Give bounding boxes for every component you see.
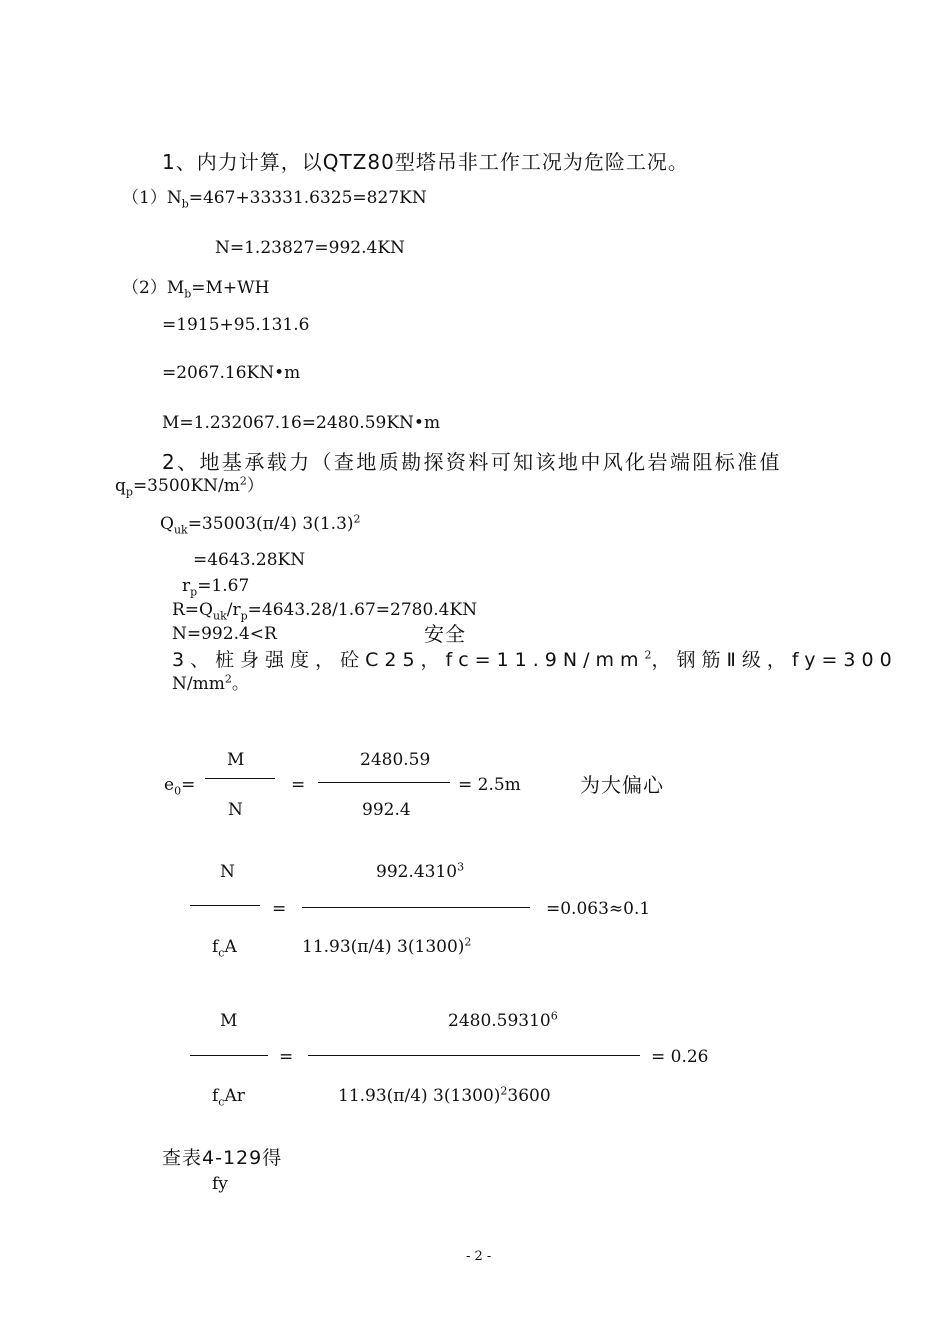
page-number: - 2 -	[466, 1249, 492, 1264]
rp-value: =1.67	[197, 576, 250, 596]
mb-value: =M+WH	[191, 278, 270, 298]
table-reference: 查表4-129得	[162, 1147, 283, 1169]
eq1-denominator-1: N	[228, 800, 243, 820]
eq1-numerator-2: 2480.59	[360, 750, 431, 770]
eq3-equals: =	[279, 1047, 294, 1067]
r-part-1: R=Q	[172, 600, 213, 620]
s3-line2-text: N/mm	[172, 674, 225, 694]
eq2-den2-sup: 2	[464, 935, 472, 949]
s3-line2-end: 。	[231, 674, 250, 694]
section-3-line-2	[172, 672, 250, 694]
n-formula: N=1.23827=992.4KN	[215, 238, 405, 258]
eq1-fraction-bar-2	[318, 782, 450, 783]
qp-label: q	[115, 476, 126, 496]
eq2-den1-main: f	[212, 937, 219, 957]
s3-heading-text: 3、桩身强度，砼C25，fc=11.9N/mm	[172, 649, 645, 671]
eq1-lhs-main: e	[164, 775, 175, 795]
s3-sup-2: 2	[224, 672, 232, 686]
eq1-lhs	[164, 775, 196, 798]
quk-label: Q	[160, 514, 174, 534]
eq3-numerator-1: M	[220, 1011, 238, 1031]
eq3-denominator-1	[212, 1086, 245, 1109]
qp-sub: p	[125, 485, 133, 499]
eq3-result: = 0.26	[651, 1047, 709, 1067]
s3-sup-1: 2	[644, 648, 652, 662]
eq2-numerator-2	[376, 860, 465, 882]
eq2-den1-tail: A	[224, 937, 237, 957]
qp-line	[115, 474, 265, 499]
eq1-fraction-bar-1	[205, 778, 275, 779]
m-formula: M=1.232067.16=2480.59KN•m	[162, 413, 441, 433]
eq3-num2-sup: 6	[550, 1009, 558, 1023]
eq3-den1-sub: c	[218, 1095, 225, 1109]
eq2-denominator-2	[302, 935, 472, 957]
mb-sub: b	[184, 287, 192, 301]
eq1-denominator-2: 992.4	[362, 800, 411, 820]
section-1-heading: 1、内力计算，以QTZ80型塔吊非工作工况为危险工况。	[162, 150, 689, 174]
r-sub-1: uk	[212, 609, 227, 623]
eq2-denominator-1	[212, 937, 237, 960]
eq2-numerator-1: N	[220, 862, 235, 882]
rp-formula	[182, 576, 250, 599]
eq2-equals: =	[272, 899, 287, 919]
r-formula	[172, 600, 478, 623]
eq1-lhs-eq: =	[181, 775, 196, 795]
eq2-den2-main: 11.93(π/4) 3(1300)	[302, 937, 465, 957]
eq2-result: =0.063≈0.1	[546, 899, 651, 919]
quk-sup: 2	[353, 512, 361, 526]
eq2-num2-sup: 3	[457, 860, 465, 874]
nb-label: （1）N	[122, 188, 182, 208]
eq3-den2-sup: 2	[500, 1084, 508, 1098]
eq3-den1-main: f	[212, 1086, 219, 1106]
nb-value: =467+33331.6325=827KN	[188, 188, 427, 208]
r-part-3: =4643.28/1.67=2780.4KN	[247, 600, 478, 620]
eq1-equals: =	[291, 775, 306, 795]
eq3-numerator-2	[448, 1009, 558, 1031]
eq3-num2-main: 2480.59310	[448, 1011, 551, 1031]
eq1-result: = 2.5m	[458, 775, 521, 795]
qp-close: ）	[246, 476, 265, 496]
eq1-note: 为大偏心	[580, 773, 664, 797]
fy-label: fy	[212, 1174, 228, 1194]
eq3-denominator-2	[338, 1084, 551, 1106]
rp-label: r	[182, 576, 191, 596]
eq2-fraction-bar-1	[190, 905, 260, 906]
qp-value: =3500KN/m	[132, 476, 240, 496]
section-3-heading	[172, 648, 898, 671]
mb-step-1: =1915+95.131.6	[162, 315, 310, 335]
eq2-fraction-bar-2	[302, 907, 530, 908]
eq2-num2-main: 992.4310	[376, 862, 458, 882]
eq3-fraction-bar-2	[308, 1055, 640, 1056]
qp-sup: 2	[239, 474, 247, 488]
safety-result: 安全	[424, 622, 466, 646]
mb-formula	[122, 278, 270, 301]
eq1-lhs-sub: 0	[174, 784, 182, 798]
quk-value: =35003(π/4) 3(1.3)	[187, 514, 354, 534]
eq3-den2-main: 11.93(π/4) 3(1300)	[338, 1086, 501, 1106]
nb-sub: b	[181, 197, 189, 211]
quk-result: =4643.28KN	[193, 550, 306, 570]
eq3-fraction-bar-1	[190, 1055, 268, 1056]
nb-formula	[122, 188, 427, 211]
eq3-den1-tail: Ar	[224, 1086, 245, 1106]
quk-formula	[160, 512, 361, 537]
mb-step-2: =2067.16KN•m	[162, 363, 301, 383]
rp-sub: p	[190, 585, 198, 599]
r-sub-2: p	[240, 609, 248, 623]
eq2-den1-sub: c	[218, 946, 225, 960]
eq1-numerator-1: M	[227, 750, 245, 770]
safety-check: N=992.4<R	[172, 624, 277, 644]
r-part-2: /r	[226, 600, 241, 620]
section-2-heading: 2、地基承载力（查地质勘探资料可知该地中风化岩端阻标准值	[162, 450, 782, 474]
mb-label: （2）M	[122, 278, 185, 298]
quk-sub: uk	[173, 523, 188, 537]
eq3-den2-tail: 3600	[507, 1086, 551, 1106]
s3-heading-tail: ，钢筋Ⅱ级，fy=300	[651, 649, 898, 671]
